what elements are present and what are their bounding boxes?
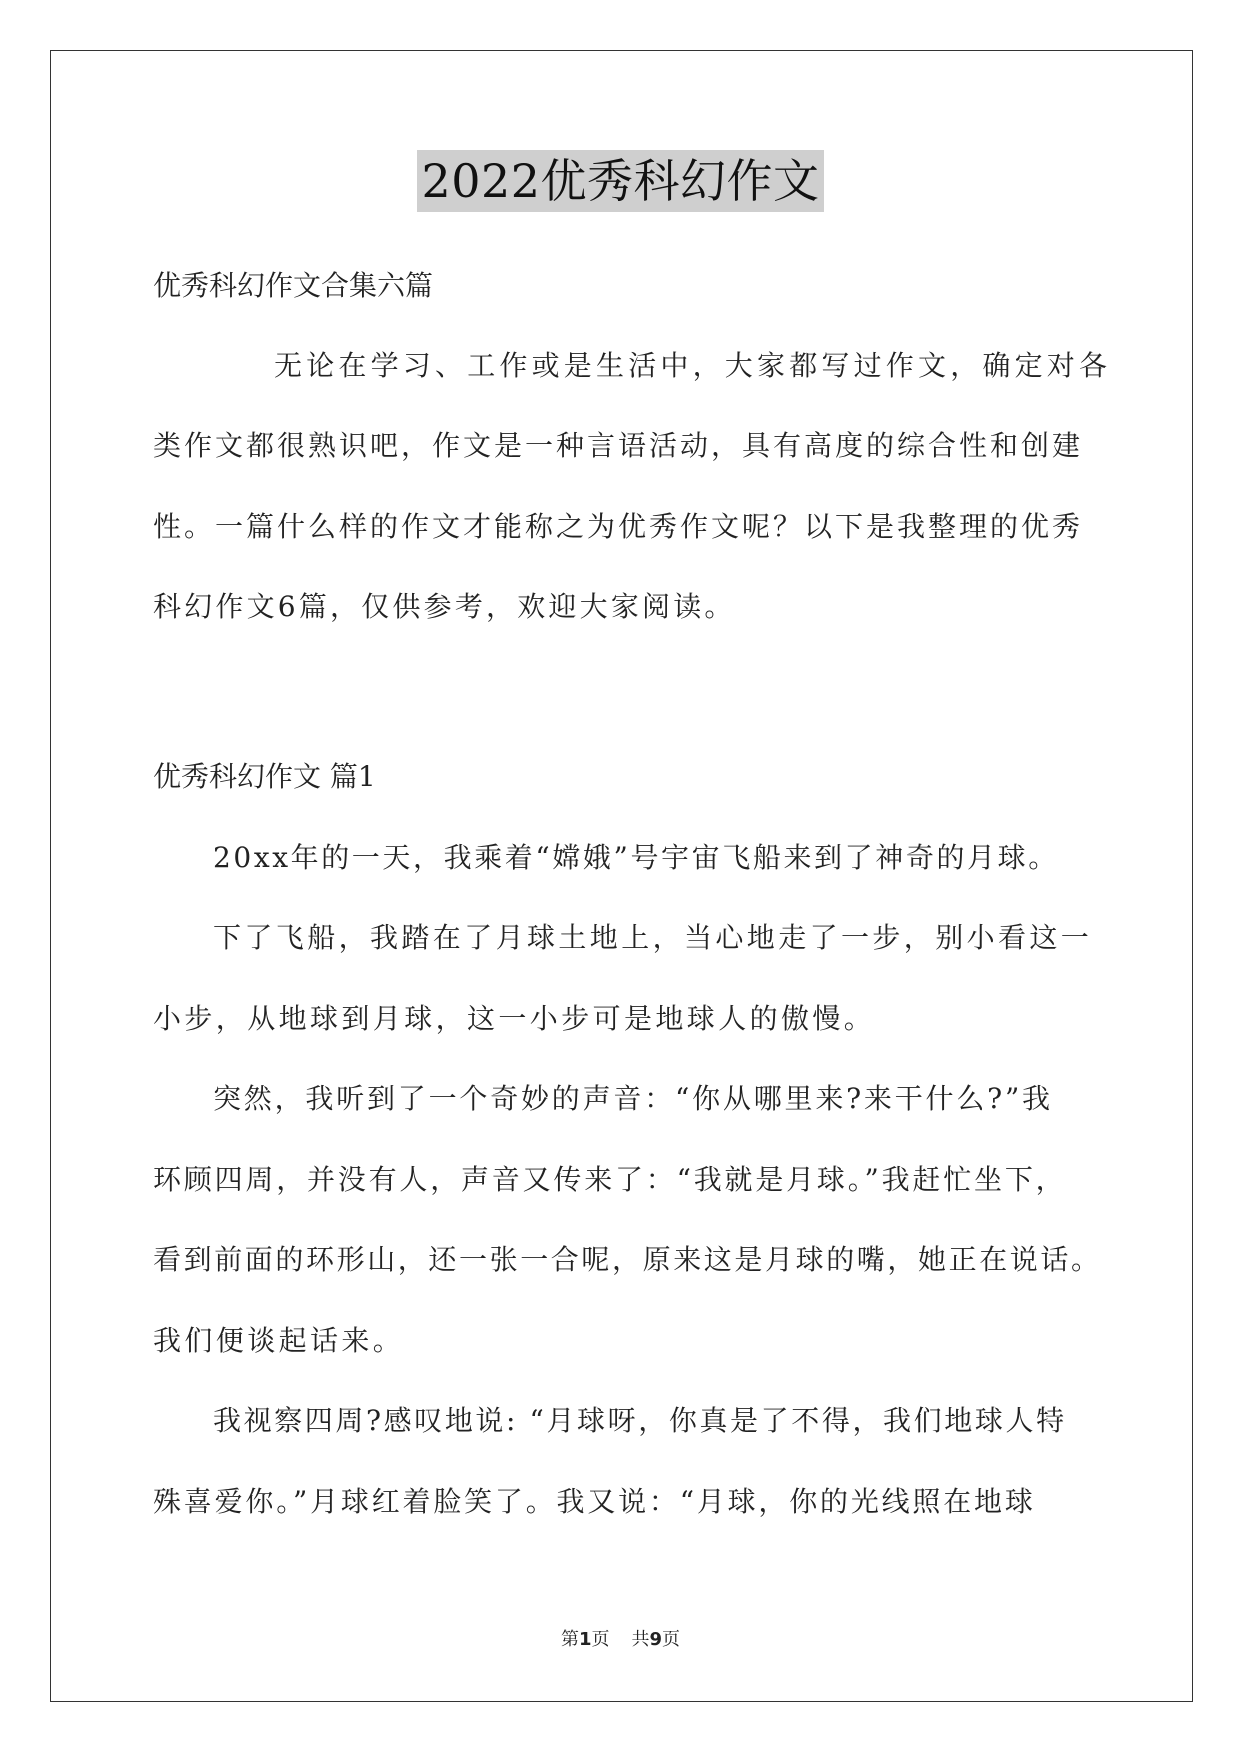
section-line: 突然，我听到了一个奇妙的声音：“你从哪里来?来干什么?”我 xyxy=(213,1082,1053,1115)
title-container xyxy=(0,150,1241,212)
section-line: 小步，从地球到月球，这一小步可是地球人的傲慢。 xyxy=(153,1002,876,1035)
document-title: 2022优秀科幻作文 xyxy=(417,150,823,212)
footer-total-prefix: 共 xyxy=(631,1629,650,1650)
footer-page-prefix: 第 xyxy=(560,1629,579,1650)
document-subtitle: 优秀科幻作文合集六篇 xyxy=(153,269,434,302)
section-line: 20xx年的一天，我乘着“嫦娥”号宇宙飞船来到了神奇的月球。 xyxy=(213,841,1059,874)
page-footer xyxy=(0,1628,1241,1652)
section-line: 环顾四周，并没有人，声音又传来了：“我就是月球。”我赶忙坐下， xyxy=(153,1163,1067,1196)
section-line: 殊喜爱你。”月球红着脸笑了。我又说：“月球，你的光线照在地球 xyxy=(153,1485,1036,1518)
footer-total-suffix: 页 xyxy=(662,1629,681,1650)
intro-line: 性。一篇什么样的作文才能称之为优秀作文呢？以下是我整理的优秀 xyxy=(153,510,1084,543)
intro-line: 科幻作文6篇，仅供参考，欢迎大家阅读。 xyxy=(153,590,736,623)
footer-total-pages: 9 xyxy=(649,1629,663,1650)
section-line: 我们便谈起话来。 xyxy=(153,1324,405,1357)
intro-line: 无论在学习、工作或是生活中，大家都写过作文，确定对各 xyxy=(274,349,1112,382)
section-line: 我视察四周?感叹地说: “月球呀，你真是了不得，我们地球人特 xyxy=(213,1404,1067,1437)
intro-line: 类作文都很熟识吧，作文是一种言语活动，具有高度的综合性和创建 xyxy=(153,429,1084,462)
section-line: 下了飞船，我踏在了月球土地上，当心地走了一步，别小看这一 xyxy=(213,921,1093,954)
section-heading: 优秀科幻作文 篇1 xyxy=(153,760,376,793)
footer-page-number: 1 xyxy=(578,1629,592,1650)
footer-page-suffix: 页 xyxy=(591,1629,610,1650)
section-line: 看到前面的环形山，还一张一合呢，原来这是月球的嘴，她正在说话。 xyxy=(153,1243,1102,1276)
